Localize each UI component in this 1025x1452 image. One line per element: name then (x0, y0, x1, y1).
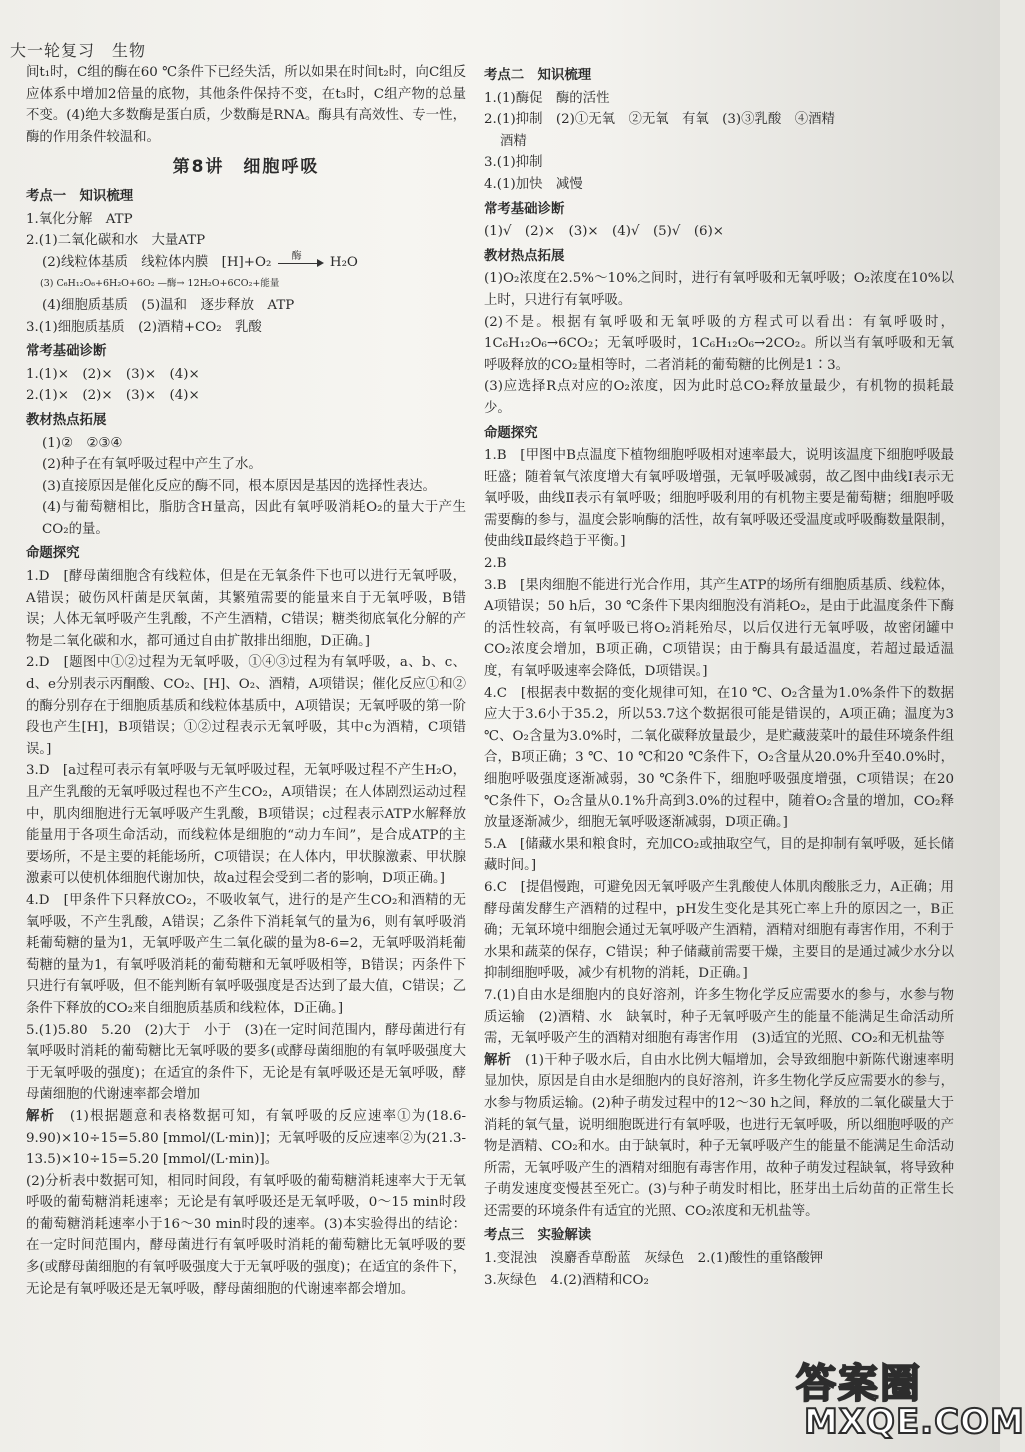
right-column (484, 62, 954, 1291)
analysis-text: (1)根据题意和表格数据可知，有氧呼吸的反应速率①为(18.6-9.90)×10÷15=5.80 [mmol/(L·min)]；无氧呼吸的反应速率②为(21.3-13.5)×10÷15=5.20 [mmol/(L·min)]。 (26, 1108, 467, 1168)
analysis-label: 解析 (26, 1107, 56, 1124)
answer-line: 4.(1)加快 减慢 (484, 176, 583, 192)
equation-right: H₂O (329, 254, 358, 270)
answer-line: 酒精 (500, 133, 527, 149)
answer-line: 3.灰绿色 4.(2)酒精和CO₂ (484, 1272, 649, 1288)
section-heading: 命题探究 (26, 546, 80, 562)
answer-line: 2.(1)× (2)× (3)× (4)× (26, 388, 200, 404)
answer-line: 1.变混浊 溴麝香草酚蓝 灰绿色 2.(1)酸性的重铬酸钾 (484, 1251, 824, 1267)
carryover-paragraph: 间t₁时，C组的酶在60 ℃条件下已经失活，所以如果在时间t₂时，向C组反应体系中增加2倍量的底物，其他条件保持不变，在t₃时，C组产物的总量不变。(4)绝大多数酶是蛋白质，少数酶是RNA。酶具有高效性、专一性，酶的作用条件较温和。 (26, 65, 466, 145)
analysis-text: (1)干种子吸水后，自由水比例大幅增加，会导致细胞中新陈代谢速率明显加快，原因是自由水是细胞内的良好溶剂，许多生物化学反应需要水的参与，水参与物质运输。(2)种子萌发过程中的12～30 h之间，释放的二氧化碳量大于消耗的氧气量，说明细胞既进行有氧呼吸，也进行无氧呼吸，所以细胞呼吸的产物是酒精、CO₂和水。由于缺氧时，种子无氧呼吸产生的能量不能满足生命活动所需，无氧呼吸产生的酒精对细胞有毒害作用，故种子萌发过程缺氧，将导致种子萌发速度变慢甚至死亡。(3)与种子萌发时相比，胚芽出土后幼苗的正常生长还需要的环境条件有适宜的光照、CO₂浓度和无机盐等。 (484, 1052, 955, 1219)
site-watermark-logo (796, 1352, 1025, 1448)
analysis-label: 解析 (484, 1051, 512, 1068)
question-answer: 3.B [果肉细胞不能进行光合作用，其产生ATP的场所有细胞质基质、线粒体，A项错误；50 h后，30 ℃条件下果肉细胞没有消耗O₂，是由于此温度条件下酶的活性较高，有氧呼吸已将O₂消耗殆尽，以后仅进行无氧呼吸，故密闭罐中CO₂浓度会增加，B项正确，C项错误；由于酶具有最适温度，若超过最适温度，有氧呼吸速率会降低，D项错误。] (484, 577, 954, 680)
question-answer: 2.D [题图中①②过程为无氧呼吸，①④③过程为有氧呼吸，a、b、c、d、e分别表示丙酮酸、CO₂、[H]、O₂、酒精，A项错误；催化反应①和②的酶分别存在于细胞质基质和线粒体基质中，A项错误；无氧呼吸的第一阶段也产生[H]，B项错误；①②过程表示无氧呼吸，其中c为酒精，C项错误。] (26, 655, 466, 757)
answer-line: 3.(1)抑制 (484, 155, 543, 171)
answer-line: 1.(1)× (2)× (3)× (4)× (26, 366, 200, 382)
answer-line: (2)种子在有氧呼吸过程中产生了水。 (42, 457, 262, 473)
question-answer: 7.(1)自由水是细胞内的良好溶剂，许多生物化学反应需要水的参与，水参与物质运输 (2)酒精、水 缺氧时，种子无氧呼吸产生的能量不能满足生命活动所需，无氧呼吸产生的酒精对细胞有毒害作用 (3)适宜的光照、CO₂和无机盐等 (484, 987, 954, 1047)
answer-line: (1)② ②③④ (42, 435, 123, 451)
section-heading: 常考基础诊断 (26, 344, 107, 360)
question-answer: 1.B [甲图中B点温度下植物细胞呼吸相对速率最大，说明该温度下细胞呼吸最旺盛；随着氧气浓度增大有氧呼吸增强，无氧呼吸减弱，故乙图中曲线Ⅰ表示无氧呼吸，曲线Ⅱ表示有氧呼吸；细胞呼吸利用的有机物主要是葡萄糖；细胞呼吸需要酶的参与，温度会影响酶的活性，故有氧呼吸还受温度或呼吸酶数量限制，使曲线Ⅱ最终趋于平衡。] (484, 448, 954, 550)
question-answer: 5.(1)5.80 5.20 (2)大于 小于 (3)在一定时间范围内，酵母菌进行有氧呼吸时消耗的葡萄糖比无氧呼吸的要多(或酵母菌细胞的有氧呼吸强度大于无氧呼吸的强度)；在适宜的条件下，无论是有氧呼吸还是无氧呼吸，酵母菌细胞的代谢速率都会增加 (26, 1022, 466, 1103)
equation-line: (3) C₆H₁₂O₆+6H₂O+6O₂ —酶→ 12H₂O+6CO₂+能量 (40, 278, 280, 290)
answer-line: 2.(1)抑制 (2)①无氧 ②无氧 有氧 (3)③乳酸 ④酒精 (484, 112, 835, 128)
watermark-text: 答案圈 (796, 1361, 922, 1407)
answer-line: 2.(1)二氧化碳和水 大量ATP (26, 233, 206, 249)
answer-line: (3)直接原因是催化反应的酶不同，根本原因是基因的选择性表达。 (42, 478, 436, 494)
analysis-paragraph: (2)分析表中数据可知，相同时间段，有氧呼吸的葡萄糖消耗速率大于无氧呼吸的葡萄糖消耗速率；无论是有氧呼吸还是无氧呼吸，0～15 min时段的葡萄糖消耗速率小于16～30 min时段的速率。(3)本实验得出的结论：在一定时间范围内，酵母菌进行有氧呼吸时消耗的葡萄糖比无氧呼吸的要多(或酵母菌细胞的有氧呼吸强度大于无氧呼吸的强度)；在适宜的条件下，无论是有氧呼吸还是无氧呼吸，酵母菌细胞的代谢速率都会增加。 (26, 1173, 466, 1297)
answer-line: 1.氧化分解 ATP (26, 211, 133, 227)
section-heading: 教材热点拓展 (26, 412, 107, 428)
question-answer: 2.B (484, 556, 507, 572)
running-header: 大一轮复习 生物 (10, 41, 147, 60)
answer-line: (1)√ (2)× (3)× (4)√ (5)√ (6)× (484, 224, 725, 240)
section-heading: 考点二 知识梳理 (484, 68, 592, 83)
answer-line: (1)O₂浓度在2.5%～10%之间时，进行有氧呼吸和无氧呼吸；O₂浓度在10%以上时，只进行有氧呼吸。 (484, 271, 954, 308)
watermark-url: MXQE.COM (804, 1402, 1025, 1442)
question-answer: 1.D [酵母菌细胞含有线粒体，但是在无氧条件下也可以进行无氧呼吸，A错误；破伤风杆菌是厌氧菌，其繁殖需要的能量来自于无氧呼吸，B错误；人体无氧呼吸产生乳酸，不产生酒精，C错误；糖类彻底氧化分解的产物是二氧化碳和水，都可通过自由扩散排出细胞，D正确。] (26, 569, 466, 649)
equation-left: (2)线粒体基质 线粒体内膜 [H]+O₂ (42, 254, 272, 270)
arrow-label: 酶 (291, 251, 302, 263)
answer-line: (4)与葡萄糖相比，脂肪含H量高，因此有氧呼吸消耗O₂的量大于产生CO₂的量。 (42, 500, 466, 537)
answer-line: (3)应选择R点对应的O₂浓度，因为此时总CO₂释放量最少，有机物的损耗最少。 (484, 379, 954, 416)
section-heading: 命题探究 (484, 425, 538, 441)
answer-line: (4)细胞质基质 (5)温和 逐步释放 ATP (42, 297, 295, 313)
question-answer: 4.C [根据表中数据的变化规律可知，在10 ℃、O₂含量为1.0%条件下的数据应大于3.6小于35.2，所以53.7这个数据很可能是错误的，A项正确；温度为3 ℃、O₂含量为3.0%时，二氧化碳释放量最少，是贮藏菠菜叶的最佳环境条件组合，B项正确；3 ℃、10 ℃和20 ℃条件下，O₂含量从20.0%升至40.0%时，细胞呼吸强度逐渐减弱，30 ℃条件下，细胞呼吸强度增强，C项错误；在20 ℃条件下，O₂含量从0.1%升高到3.0%的过程中，随着O₂含量的增加，CO₂释放量逐渐减少，细胞无氧呼吸逐渐减弱，D项正确。] (484, 685, 954, 831)
question-answer: 5.A [储藏水果和粮食时，充加CO₂或抽取空气，目的是抑制有氧呼吸，延长储藏时间。] (484, 836, 954, 874)
lecture-title: 第8讲 细胞呼吸 (172, 157, 320, 178)
left-column (26, 62, 466, 1300)
answer-line: 3.(1)细胞质基质 (2)酒精+CO₂ 乳酸 (26, 319, 262, 335)
question-answer: 4.D [甲条件下只释放CO₂，不吸收氧气，进行的是产生CO₂和酒精的无氧呼吸，不产生乳酸，A错误；乙条件下消耗氧气的量为6，则有氧呼吸消耗葡萄糖的量为1，无氧呼吸产生二氧化碳的量为8-6=2，无氧呼吸消耗葡萄糖的量为1，有氧呼吸消耗的葡萄糖和无氧呼吸相等，B错误；丙条件下只进行有氧呼吸，但不能判断有氧呼吸强度是否达到了最大值，C错误；乙条件下释放的CO₂来自细胞质基质和线粒体，D正确。] (26, 892, 466, 1016)
reaction-arrow (278, 251, 324, 269)
question-answer: 6.C [提倡慢跑，可避免因无氧呼吸产生乳酸使人体肌肉酸胀乏力，A正确；用酵母菌发酵生产酒精的过程中，pH发生变化是其死亡率上升的原因之一，B正确；无氧环境中细胞会通过无氧呼吸产生酒精，酒精对细胞有毒害作用，不利于水果和蔬菜的保存，C错误；种子储藏前需要干燥，主要目的是通过减少水分以抑制细胞呼吸，减少有机物的消耗，D正确。] (484, 879, 954, 982)
analysis-paragraph (26, 1106, 466, 1171)
section-heading: 考点一 知识梳理 (26, 188, 134, 204)
answer-line (26, 252, 466, 274)
question-answer: 3.D [a过程可表示有氧呼吸与无氧呼吸过程，无氧呼吸过程不产生H₂O，且产生乳酸的无氧呼吸过程也不产生CO₂，A项错误；在人体剧烈运动过程中，肌肉细胞进行无氧呼吸产生乳酸，B项错误；c过程表示ATP水解释放能量用于各项生命活动，而线粒体是细胞的“动力车间”，是合成ATP的主要场所，不是主要的耗能场所，C项错误；在人体内，甲状腺激素、甲状腺激素可以使机体细胞代谢加快，故a过程会受到二者的影响，D项正确。] (26, 763, 466, 887)
answer-line: (2)不是。根据有氧呼吸和无氧呼吸的方程式可以看出：有氧呼吸时，1C₆H₁₂O₆→6CO₂；无氧呼吸时，1C₆H₁₂O₆→2CO₂。所以当有氧呼吸和无氧呼吸释放的CO₂量相等时，二者消耗的葡萄糖的比例是1∶3。 (484, 314, 954, 373)
answer-line: 1.(1)酶促 酶的活性 (484, 90, 610, 106)
section-heading: 教材热点拓展 (484, 248, 565, 264)
section-heading: 考点三 实验解读 (484, 1228, 592, 1244)
analysis-paragraph (484, 1050, 954, 1223)
section-heading: 常考基础诊断 (484, 201, 565, 217)
